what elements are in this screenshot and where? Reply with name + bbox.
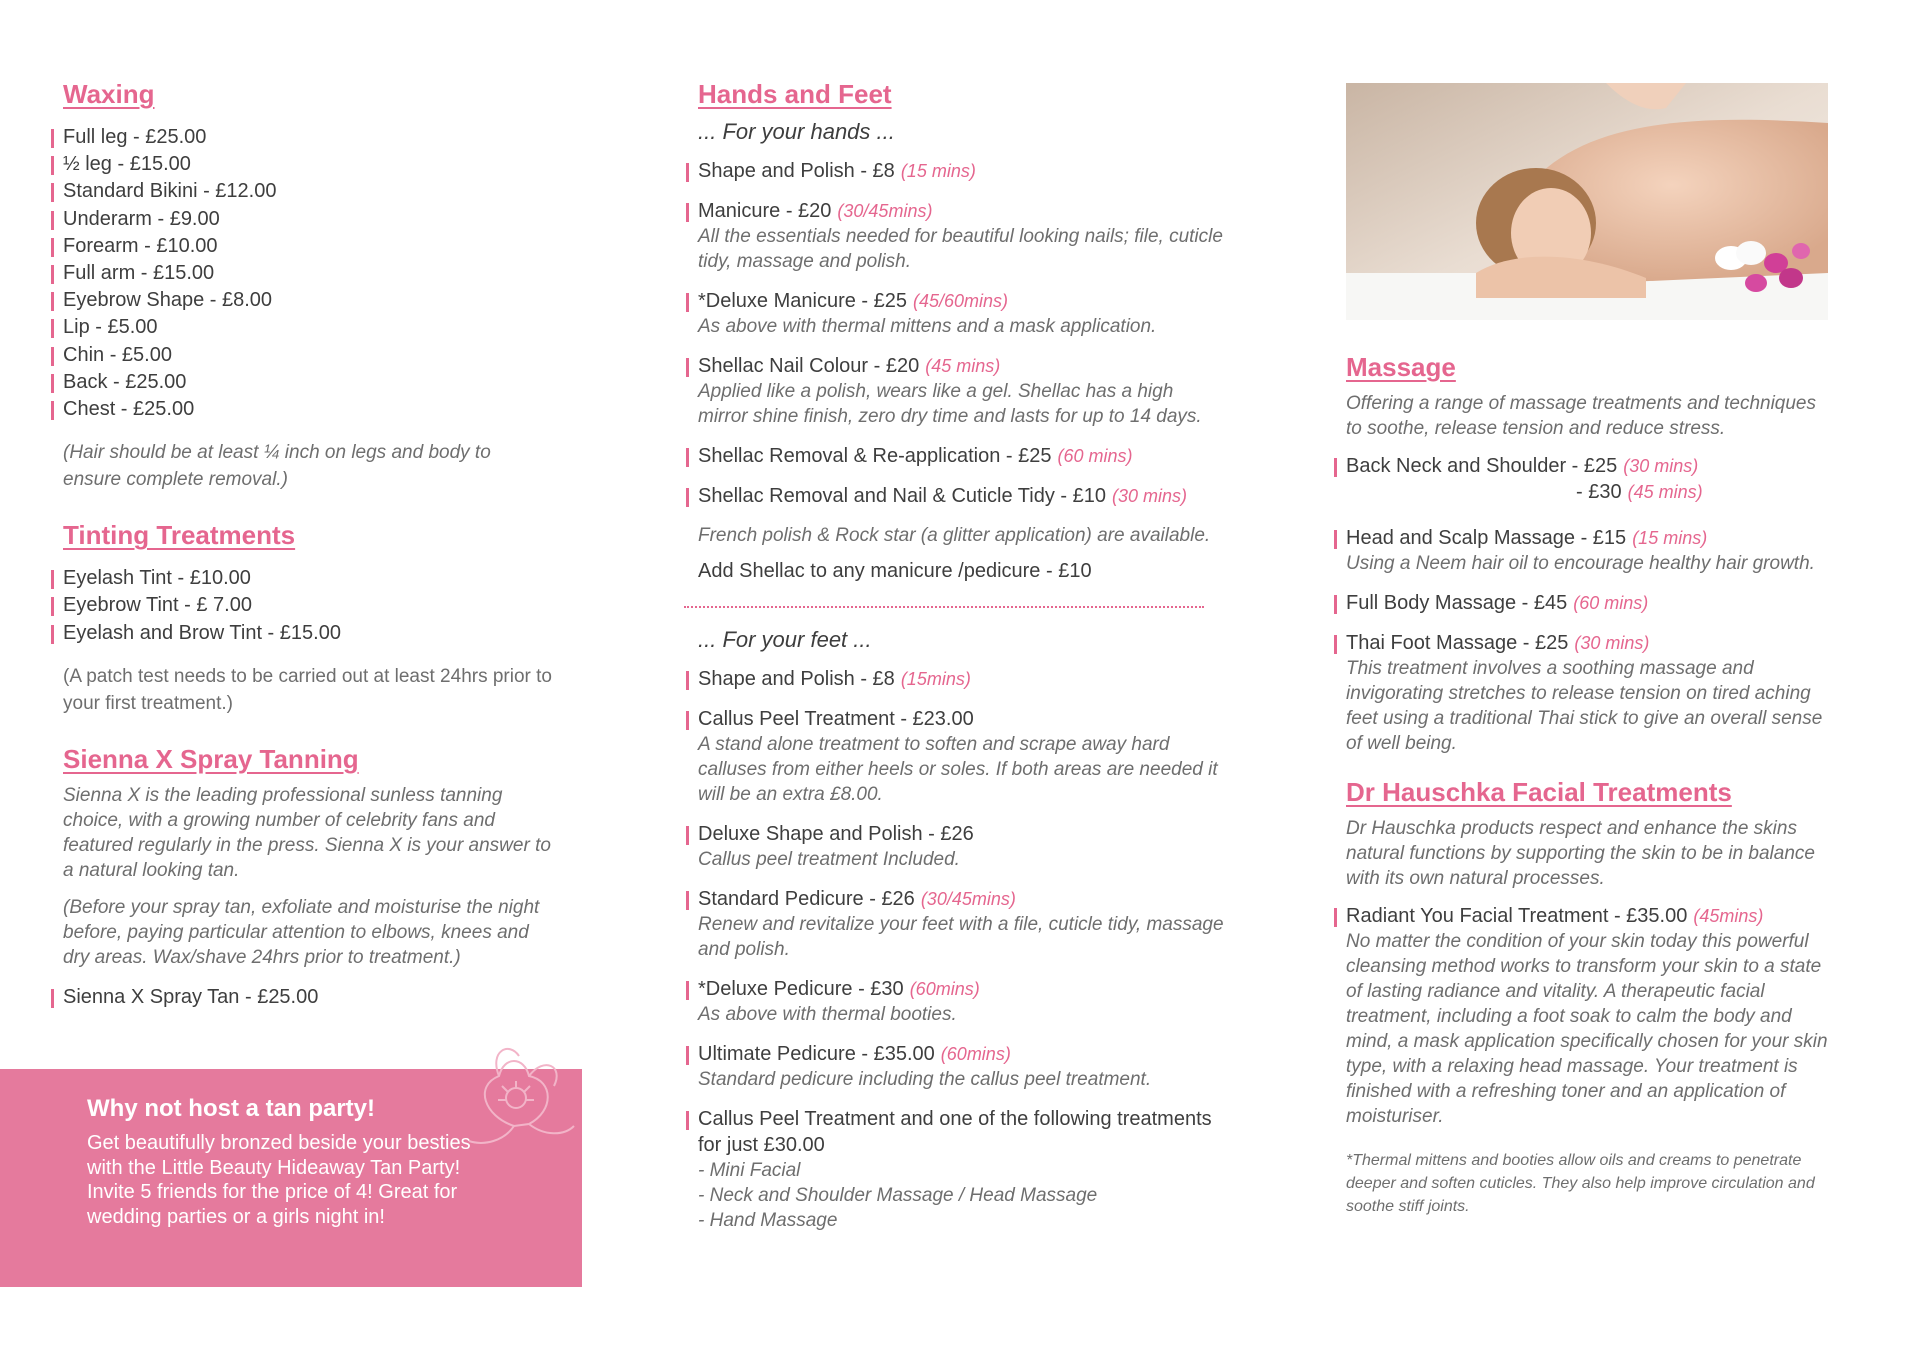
treatment-item [698,666,1228,692]
item-description: - Mini Facial - Neck and Shoulder Massage / Head Massage - Hand Massage [698,1160,1098,1231]
treatment-item [698,158,1228,184]
duration-label: (15mins) [900,669,971,689]
tanning-price-list [63,984,553,1011]
feet-subheading: ... For your feet ... [698,627,872,652]
price-item: Underarm - £9.00 [63,206,553,233]
facial-intro: Dr Hauschka products respect and enhance the skins natural functions by supporting the skin to be in balance with its own natural processes. [1346,818,1815,889]
column-left [63,78,553,1011]
duration-label: (30/45mins) [920,889,1016,909]
tinting-heading: Tinting Treatments [63,520,296,551]
item-description: No matter the condition of your skin today this powerful cleansing method works to transform your skin to a state of lasting radiance and vitality. A therapeutic facial treatment, including a foot soak to calm the body and mind, a mask application specifically chosen for your skin type, with a relaxing head massage. Your treatment is finished with a refreshing toner and an application of moisturiser. [1346,931,1828,1127]
treatment-item [698,706,1228,807]
item-title: Shellac Nail Colour - £20 (45 mins) [698,353,1228,379]
price-item: ½ leg - £15.00 [63,151,553,178]
item-title: Standard Pedicure - £26 (30/45mins) [698,886,1228,912]
price-item: Lip - £5.00 [63,314,553,341]
treatment-item [698,443,1228,469]
item-title: *Deluxe Manicure - £25 (45/60mins) [698,288,1228,314]
column-right [1346,351,1836,1218]
massage-treatment-list [1346,525,1836,756]
price-item: Eyebrow Tint - £ 7.00 [63,592,553,619]
treatment-item [698,1041,1228,1092]
item-title: Shellac Removal and Nail & Cuticle Tidy - £10 (30 mins) [698,483,1228,509]
item-description: Renew and revitalize your feet with a file, cuticle tidy, massage and polish. [698,914,1224,960]
section-divider [684,606,1204,608]
tanning-prep-note: (Before your spray tan, exfoliate and moisturise the night before, paying particular attention to elbows, knees and dry areas. Wax/shave 24hrs prior to treatment.) [63,896,540,968]
item-title: *Deluxe Pedicure - £30 (60mins) [698,976,1228,1002]
item-title: Manicure - £20 (30/45mins) [698,198,1228,224]
treatment-item [698,821,1228,872]
footnote: *Thermal mittens and booties allow oils and creams to penetrate deeper and soften cuticles. They also help improve circulation and soothe stiff joints. [1346,1152,1815,1215]
massage-item-back-neck [1346,453,1836,505]
facial-item [1346,903,1836,1129]
column-middle [698,78,1228,1247]
tinting-note: (A patch test needs to be carried out at least 24hrs prior to your first treatment.) [63,665,552,714]
tan-party-text: Get beautifully bronzed beside your besties with the Little Beauty Hideaway Tan Party! Invite 5 friends for the price of 4! Great for wedding parties or a girls night in! [87,1132,471,1228]
treatment-item [698,198,1228,274]
flower-icon [444,1036,584,1156]
item-description: Standard pedicure including the callus peel treatment. [698,1069,1152,1090]
item-description: As above with thermal mittens and a mask application. [698,316,1157,337]
item-title: Shape and Polish - £8 (15mins) [698,666,1228,692]
facial-heading: Dr Hauschka Facial Treatments [1346,777,1732,807]
item-title: Shape and Polish - £8 (15 mins) [698,158,1228,184]
tinting-price-list [63,565,553,647]
price-item: Back - £25.00 [63,369,553,396]
price-item: Full arm - £15.00 [63,260,553,287]
duration-label: (30 mins) [1111,486,1187,506]
feet-treatment-list [698,666,1228,1233]
massage-photo [1346,83,1828,320]
hands-treatment-list [698,158,1228,509]
duration-label: (45/60mins) [913,291,1009,311]
item-title: Thai Foot Massage - £25 (30 mins) [1346,630,1836,656]
price-item: Standard Bikini - £12.00 [63,178,553,205]
treatment-item [698,886,1228,962]
waxing-price-list [63,124,553,423]
treatment-item [1346,630,1836,756]
duration-label: (45 mins) [925,356,1001,376]
item-title: Callus Peel Treatment and one of the following treatments for just £30.00 [698,1106,1228,1158]
duration-label: (30/45mins) [837,201,933,221]
item-title: Back Neck and Shoulder - £25 (30 mins) [1346,453,1836,479]
treatment-item [698,483,1228,509]
duration-label: (60mins) [940,1044,1011,1064]
duration-label: (60 mins) [1057,446,1133,466]
tan-party-title: Why not host a tan party! [87,1095,375,1122]
tanning-description: Sienna X is the leading professional sunless tanning choice, with a growing number of celebrity fans and featured regularly in the press. Sienna X is your answer to a natural looking tan. [63,784,551,881]
price-item: Eyelash Tint - £10.00 [63,565,553,592]
price-item: Eyelash and Brow Tint - £15.00 [63,620,553,647]
duration-label: (30 mins) [1574,633,1650,653]
shellac-add-price: Add Shellac to any manicure /pedicure - £10 [698,560,1092,582]
treatment-item [698,976,1228,1027]
item-description: Callus peel treatment Included. [698,849,960,870]
waxing-note: (Hair should be at least ¼ inch on legs and body to ensure complete removal.) [63,442,491,491]
item-title: Head and Scalp Massage - £15 (15 mins) [1346,525,1836,551]
hands-subheading: ... For your hands ... [698,119,895,144]
item-title: Deluxe Shape and Polish - £26 [698,821,1228,847]
item-description: Applied like a polish, wears like a gel. Shellac has a high mirror shine finish, zero dry time and lasts for up to 14 days. [698,381,1202,427]
treatment-item [1346,590,1836,616]
item-description: All the essentials needed for beautiful looking nails; file, cuticle tidy, massage and polish. [698,226,1223,272]
item-title: Full Body Massage - £45 (60 mins) [1346,590,1836,616]
item-description: Using a Neem hair oil to encourage healthy hair growth. [1346,553,1815,574]
item-title: Shellac Removal & Re-application - £25 (60 mins) [698,443,1228,469]
price-item: Chin - £5.00 [63,342,553,369]
hands-feet-heading: Hands and Feet [698,79,892,109]
price-item: Chest - £25.00 [63,396,553,423]
treatment-item [698,1106,1228,1233]
duration-label: (60mins) [909,979,980,999]
treatment-item [698,288,1228,339]
shellac-note: French polish & Rock star (a glitter application) are available. [698,525,1211,546]
item-title: Radiant You Facial Treatment - £35.00 (45mins) [1346,903,1836,929]
massage-intro: Offering a range of massage treatments and techniques to soothe, release tension and reduce stress. [1346,393,1816,439]
price-item: Full leg - £25.00 [63,124,553,151]
duration-label: (15 mins) [1632,528,1708,548]
tanning-heading: Sienna X Spray Tanning [63,743,359,774]
item-title-alt-price: - £30 (45 mins) [1576,481,1703,503]
duration-label: (60 mins) [1573,593,1649,613]
item-title: Callus Peel Treatment - £23.00 [698,706,1228,732]
treatment-item [1346,525,1836,576]
price-item: Sienna X Spray Tan - £25.00 [63,984,553,1011]
treatment-item [698,353,1228,429]
price-item: Forearm - £10.00 [63,233,553,260]
item-description: As above with thermal booties. [698,1004,957,1025]
item-title: Ultimate Pedicure - £35.00 (60mins) [698,1041,1228,1067]
item-description: This treatment involves a soothing massage and invigorating stretches to release tension on tired aching feet using a traditional Thai stick to give an overall sense of well being. [1346,658,1823,754]
waxing-heading: Waxing [63,79,155,109]
massage-heading: Massage [1346,352,1456,382]
item-description: A stand alone treatment to soften and scrape away hard calluses from either heels or soles. If both areas are needed it will be an extra £8.00. [698,734,1218,805]
duration-label: (15 mins) [900,161,976,181]
price-item: Eyebrow Shape - £8.00 [63,287,553,314]
